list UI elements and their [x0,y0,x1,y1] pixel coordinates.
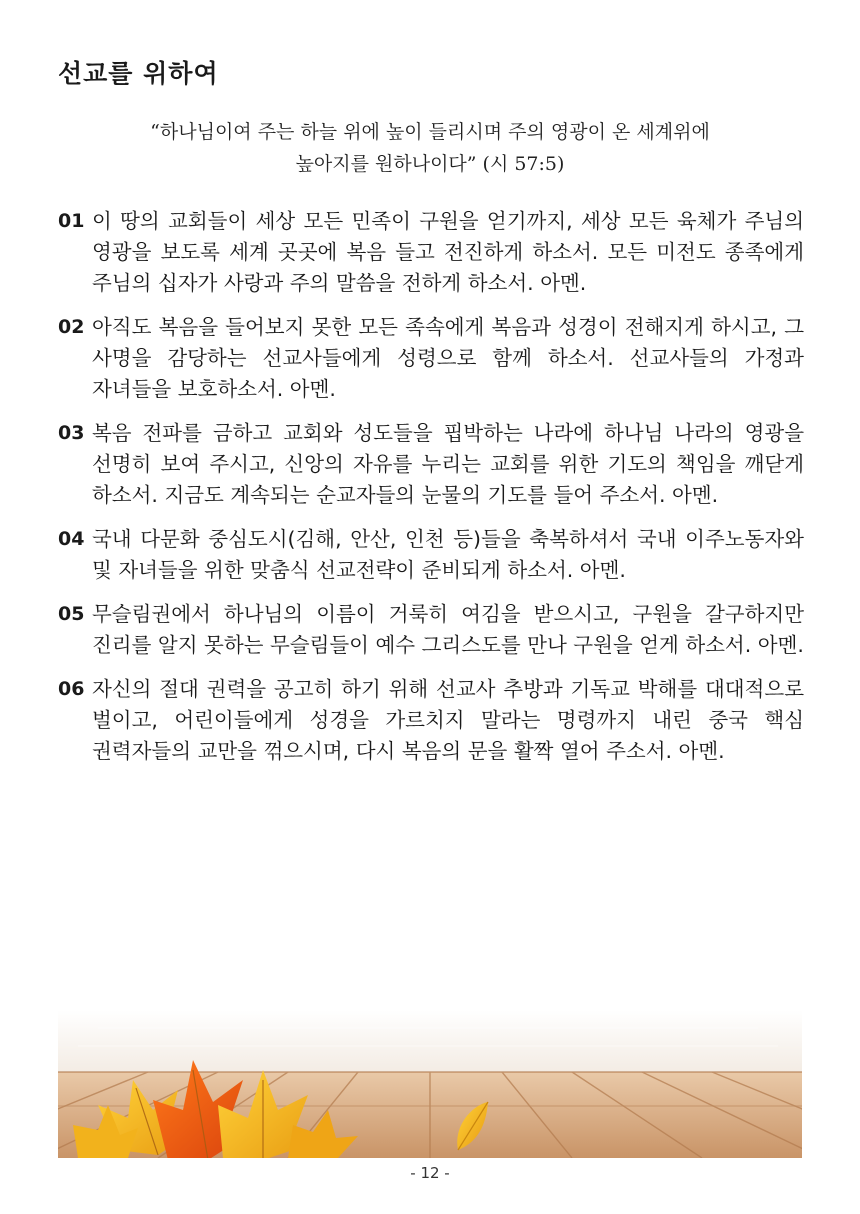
verse-line-1: “하나님이여 주는 하늘 위에 높이 들리시며 주의 영광이 온 세계위에 [150,121,710,143]
prayer-number: 02 [58,316,85,338]
prayer-number: 01 [58,210,85,232]
autumn-leaves-banner [58,1010,802,1158]
prayer-item-06 [58,674,804,767]
prayer-text: 이 땅의 교회들이 세상 모든 민족이 구원을 얻기까지, 세상 모든 육체가 주님의 영광을 보도록 세계 곳곳에 복음 들고 전진하게 하소서. 모든 미전도 종족에게 주님의 십자가 사랑과 주의 말씀을 전하게 하소서. 아멘. [92,209,804,295]
page-title: 선교를 위하여 [58,59,219,88]
prayer-text: 자신의 절대 권력을 공고히 하기 위해 선교사 추방과 기독교 박해를 대대적으로 벌이고, 어린이들에게 성경을 가르치지 말라는 명령까지 내린 중국 핵심 권력자들의 교만을 꺾으시며, 다시 복음의 문을 활짝 열어 주소서. 아멘. [92,677,804,763]
prayer-item-04 [58,524,804,586]
verse-line-2: 높아지를 원하나이다” (시 57:5) [295,153,565,175]
scripture-verse [60,116,800,180]
prayer-text: 아직도 복음을 들어보지 못한 모든 족속에게 복음과 성경이 전해지게 하시고, 그 사명을 감당하는 선교사들에게 성령으로 함께 하소서. 선교사들의 가정과 자녀들을 보호하소서. 아멘. [92,315,804,401]
prayer-text: 무슬림권에서 하나님의 이름이 거룩히 여김을 받으시고, 구원을 갈구하지만 진리를 알지 못하는 무슬림들이 예수 그리스도를 만나 구원을 얻게 하소서. 아멘. [92,602,804,657]
prayer-item-05 [58,599,804,661]
prayer-list [58,206,804,780]
prayer-text: 국내 다문화 중심도시(김해, 안산, 인천 등)들을 축복하셔서 국내 이주노동자와 및 자녀들을 위한 맞춤식 선교전략이 준비되게 하소서. 아멘. [92,527,804,582]
prayer-item-02 [58,312,804,405]
prayer-number: 04 [58,528,85,550]
prayer-number: 06 [58,678,85,700]
prayer-text: 복음 전파를 금하고 교회와 성도들을 핍박하는 나라에 하나님 나라의 영광을 선명히 보여 주시고, 신앙의 자유를 누리는 교회를 위한 기도의 책임을 깨닫게 하소서. 지금도 계속되는 순교자들의 눈물의 기도를 들어 주소서. 아멘. [92,421,804,507]
page-number: - 12 - [410,1164,450,1182]
prayer-item-03 [58,418,804,511]
prayer-number: 03 [58,422,85,444]
autumn-leaves-illustration [58,1010,802,1158]
prayer-item-01 [58,206,804,299]
prayer-number: 05 [58,603,85,625]
